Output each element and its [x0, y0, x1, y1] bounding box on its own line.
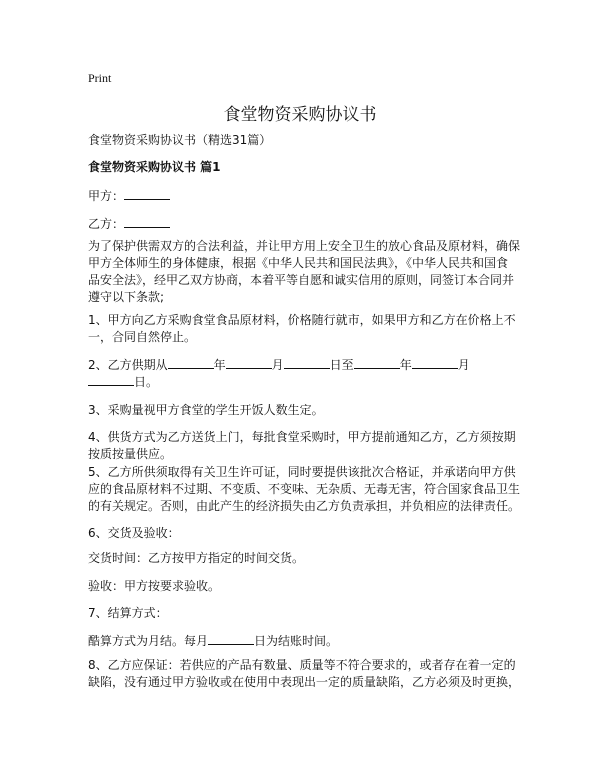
- text-line: [88, 357, 470, 374]
- clause-1: [88, 312, 516, 346]
- print-label: Print: [88, 71, 112, 85]
- month-label: 月: [271, 358, 284, 372]
- clause-8: [88, 657, 520, 691]
- text-line: 应的食品原材料不过期、不变质、不变味、无杂质、无毒无害，符合国家食品卫生: [88, 482, 521, 496]
- blank-field: [168, 357, 214, 369]
- acceptance: 验收：甲方按要求验收。: [88, 579, 221, 593]
- text-line: 甲方全体师生的身体健康，根据《中华人民共和国民法典》，《中华人民共和国食: [88, 256, 509, 270]
- clause-3: 3、采购量视甲方食堂的学生开饭人数生定。: [88, 403, 324, 417]
- day-to-label: 日至: [329, 358, 354, 372]
- text-line: [88, 374, 470, 391]
- blank-field: [88, 374, 134, 386]
- section-heading: 食堂物资采购协议书 篇1: [88, 160, 221, 174]
- blank-field: [124, 216, 170, 228]
- settlement-text: 酷算方式为月结。每月: [88, 634, 209, 648]
- text-line: 5、乙方所供须取得有关卫生许可证，同时要提供该批次合格证，并承诺向甲方供: [88, 465, 516, 479]
- blank-field: [124, 188, 170, 200]
- text-line: 1、甲方向乙方采购食堂食品原材料，价格随行就市，如果甲方和乙方在价格上不: [88, 313, 516, 327]
- text-line: 遵守以下条款;: [88, 290, 165, 304]
- day-label: 日。: [134, 375, 159, 389]
- text-line: 为了保护供需双方的合法利益，并让甲方用上安全卫生的放心食品及原材料，确保: [88, 239, 521, 253]
- party-a-line: [88, 188, 170, 205]
- text-line: 品安全法》，经甲乙双方协商，本着平等自愿和诚实信用的原则，同签订本合同并: [88, 273, 515, 287]
- year-label: 年: [399, 358, 412, 372]
- party-a-label: 甲方：: [88, 189, 125, 203]
- clause-4: [88, 429, 516, 463]
- year-label: 年: [213, 358, 226, 372]
- blank-field: [412, 357, 458, 369]
- subtitle: 食堂物资采购协议书（精选31篇）: [88, 133, 272, 147]
- clause-7: 7、结算方式：: [88, 606, 168, 620]
- clause-2: [88, 357, 470, 391]
- blank-field: [284, 357, 330, 369]
- clause-text: 2、乙方供期从: [88, 358, 168, 372]
- settlement-text: 日为结账时间。: [254, 634, 339, 648]
- blank-field: [226, 357, 272, 369]
- intro-paragraph: [88, 238, 520, 306]
- party-b-line: [88, 216, 170, 233]
- month-label: 月: [457, 358, 470, 372]
- text-line: 8、乙方应保证：若供应的产品有数量、质量等不符合要求的，或者存在着一定的: [88, 658, 516, 672]
- clause-6: 6、交货及验收：: [88, 526, 180, 540]
- party-b-label: 乙方：: [88, 217, 125, 231]
- blank-field: [208, 633, 254, 645]
- text-line: 的有关规定。否则，由此产生的经济损失由乙方负责承担，并负相应的法律责任。: [88, 499, 521, 513]
- blank-field: [354, 357, 400, 369]
- text-line: 一，合同自然停止。: [88, 330, 197, 344]
- text-line: 缺陷，没有通过甲方验收或在使用中表现出一定的质量缺陷，乙方必须及时更换，: [88, 675, 521, 689]
- text-line: 4、供货方式为乙方送货上门，每批食堂采购时，甲方提前通知乙方，乙方须按期: [88, 430, 516, 444]
- document-title: 食堂物资采购协议书: [223, 105, 377, 125]
- text-line: 按质按量供应。: [88, 447, 173, 461]
- delivery-time: 交货时间：乙方按甲方指定的时间交货。: [88, 551, 305, 565]
- settlement-line: [88, 633, 338, 650]
- clause-5: [88, 464, 520, 515]
